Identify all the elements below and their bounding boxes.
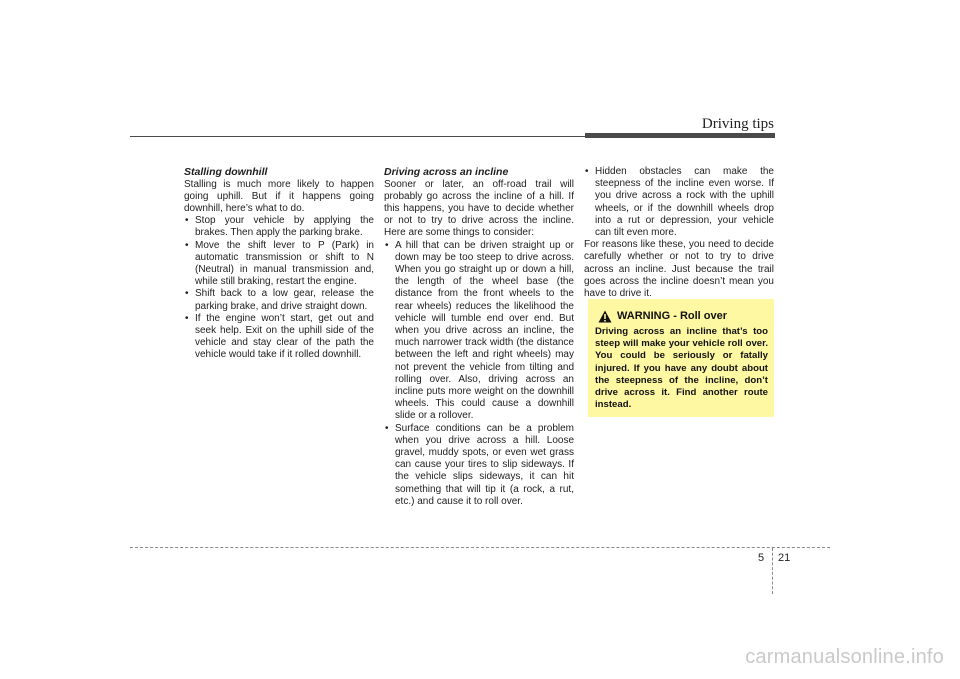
paragraph-intro: Sooner or later, an off-road trail will probably go across the incline of a hill. If this happens, you have to decide whether or not to try to drive across the incline. Here are some things to consider: xyxy=(384,178,574,239)
bullet-list xyxy=(384,240,574,508)
column-stalling-downhill xyxy=(184,166,374,362)
footer-rule xyxy=(130,547,830,548)
column-driving-across-incline xyxy=(384,166,574,508)
list-item: • Shift back to a low gear, release the parking brake, and drive straight down. xyxy=(184,288,374,312)
paragraph-closing: For reasons like these, you need to decide carefully whether or not to try to drive across an incline. Just because the trail goes across the incline doesn’t mean you have to drive it. xyxy=(584,239,774,300)
paragraph-intro: Stalling is much more likely to happen going uphill. But if it happens going downhill, here’s what to do. xyxy=(184,178,374,214)
warning-title: WARNING - Roll over xyxy=(617,310,728,322)
heading-stalling-downhill: Stalling downhill xyxy=(184,166,268,178)
section-title: Driving tips xyxy=(701,116,774,132)
heading-driving-across-incline: Driving across an incline xyxy=(384,166,509,178)
column-continued xyxy=(584,166,774,300)
header-rule-accent xyxy=(585,133,775,138)
list-item: • A hill that can be driven straight up or down may be too steep to drive across. When you go straight up or down a hill, the length of the wheel base (the distance from the front wheels to the rear wheels) reduces the likelihood the vehicle will tumble end over end. But when you drive across an incline, the much narrower track width (the distance between the left and right wheels) may not prevent the vehicle from tilting and rolling over. Also, driving across an incline puts more weight on the downhill wheels. This could cause a downhill slide or a rollover. xyxy=(384,240,574,423)
page-number: 21 xyxy=(778,552,791,564)
list-item: • Surface conditions can be a problem when you drive across a hill. Loose gravel, muddy spots, or even wet grass can cause your tires to slip sideways. If the vehicle slips sideways, it can hit something that will tip it (a rock, a rut, etc.) and cause it to roll over. xyxy=(384,423,574,508)
list-item: • Stop your vehicle by applying the brakes. Then apply the parking brake. xyxy=(184,215,374,239)
section-number: 5 xyxy=(758,552,765,564)
list-item: • Hidden obstacles can make the steepness of the incline even worse. If you drive across a rock with the uphill wheels, or if the downhill wheels drop into a rut or depression, your vehicle can tilt even more. xyxy=(584,166,774,239)
header-rule xyxy=(130,136,585,137)
watermark: carmanualsonline.info xyxy=(745,646,944,668)
warning-header xyxy=(595,309,768,323)
warning-box xyxy=(588,299,774,417)
bullet-list xyxy=(184,215,374,361)
list-item: • Move the shift lever to P (Park) in automatic transmission or shift to N (Neutral) in manual transmission and, while still braking, restart the engine. xyxy=(184,240,374,289)
list-item: • If the engine won’t start, get out and seek help. Exit on the uphill side of the vehicle and stay clear of the path the vehicle would take if it rolled downhill. xyxy=(184,313,374,362)
footer-divider xyxy=(772,548,773,594)
warning-triangle-icon xyxy=(598,310,612,323)
bullet-list xyxy=(584,166,774,239)
warning-body: Driving across an incline that’s too steep will make your vehicle roll over. You could be seriously or fatally injured. If you have any doubt about the steepness of the incline, don’t drive across it. Find another route instead. xyxy=(595,326,768,411)
